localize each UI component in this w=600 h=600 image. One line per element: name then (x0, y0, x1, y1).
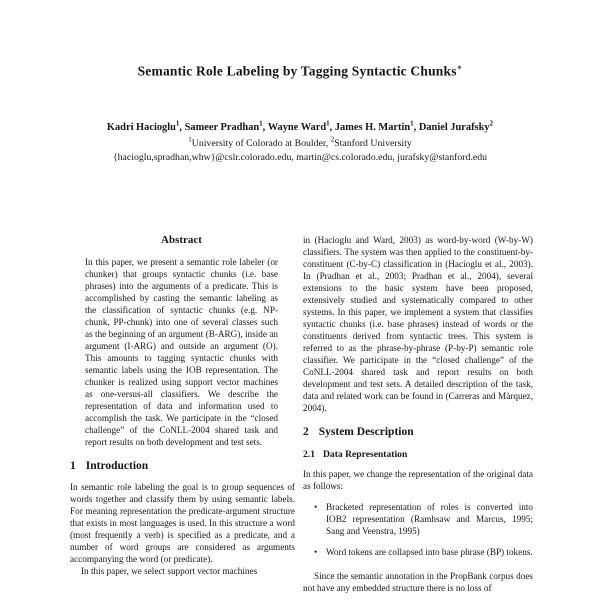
author: Kadri Hacioglu$^1$, (106, 119, 185, 133)
right-column (303, 234, 533, 594)
author: Wayne Ward$^1$, (267, 119, 335, 133)
author: Sameer Pradhan$^1$, (184, 119, 268, 133)
bullet-icon: • (314, 547, 318, 558)
section-heading-system-description: 2 System Description (303, 426, 414, 439)
author: Daniel Jurafsky$^2$ (418, 119, 494, 133)
intro-paragraph-truncated: In this paper, we select support vector machines (81, 566, 258, 577)
bullet-text: Word tokens are collapsed into base phrase (BP) tokens. (326, 547, 533, 558)
list-item (314, 546, 533, 558)
subsection-heading-data-representation: 2.1 Data Representation (303, 449, 408, 461)
email-line: {hacioglu,spradhan,whw}@cslr.colorado.edu, martin@cs.colorado.edu, jurafsky@stanford.edu (112, 152, 488, 164)
bullet-text: Bracketed representation of roles is converted into IOB2 representation (Ramhsaw and Marcus, 1995; Sang and Veenstra, 1995) (326, 502, 533, 537)
title-footnote-mark: ∗ (456, 63, 463, 72)
affiliation-line (0, 136, 600, 149)
section-heading-introduction: 1 Introduction (70, 460, 149, 473)
paper-title (0, 0, 600, 80)
authors-line (0, 120, 600, 133)
left-column (70, 234, 295, 594)
affiliation: $^2$Stanford University (330, 135, 412, 150)
list-item (314, 501, 533, 537)
author: James H. Martin$^1$, (334, 119, 419, 133)
continuation-paragraph: in (Hacioglu and Ward, 2003) as word-by-word (W-by-W) classifiers. The system was then applied to the constituent-by-constituent (C-by-C) classification in (Hacioglu et al., 2003). In (Pradhan et al., 2003; Pradhan et al., 2004), several extensions to the basic system have been proposed, extensively studied and systematically compared to other systems. In this paper, we implement a system that classifies syntactic chunks (i.e. base phrases) instead of words or the constituents derived from syntactic trees. This system is referred to as the phrase-by-phrase (P-by-P) semantic role classifier. We participate in the “closed challenge” of the CoNLL-2004 shared task and report results on both development and test sets. A detailed description of the task, data and related work can be found in (Carreras and Màrquez, 2004). (303, 235, 533, 414)
abstract-section (85, 234, 278, 448)
abstract-body: In this paper, we present a semantic role labeler (or chunker) that groups syntactic chunks (i.e. base phrases) into the arguments of a predicate. This is accomplished by casting the semantic labeling as the classification of syntactic chunks (e.g. NP-chunk, PP-chunk) into one of several classes such as the beginning of an argument (B-ARG), inside an argument (I-ARG) and outside an argument (O). This amounts to tagging syntactic chunks with semantic labels using the IOB representation. The chunker is realized using support vector machines as one-versus-all classifiers. We describe the representation of data and information used to accomplish the task. We participate in the “closed challenge” of the CoNLL-2004 shared task and report results on both development and test sets. (85, 257, 278, 448)
intro-paragraph: In semantic role labeling the goal is to group sequences of words together and classify them by using semantic labels. For meaning representation the predicate-argument structure that exists in most languages is used. In this structure a word (most frequently a verb) is specified as a predicate, and a number of word groups are considered as arguments accompanying the word (or predicate). (70, 482, 295, 565)
abstract-heading: Abstract (161, 234, 202, 247)
affiliation: $^1$University of Colorado at Boulder, (188, 135, 331, 150)
two-column-body (70, 234, 600, 594)
bullet-icon: • (314, 502, 318, 513)
closing-paragraph-truncated: Since the semantic annotation in the PropBank corpus does not have any embedded structure there is no loss of (303, 571, 533, 594)
data-representation-lead: In this paper, we change the representation of the original data as follows: (303, 469, 533, 492)
paper-title-text: Semantic Role Labeling by Tagging Syntactic Chunks (137, 63, 457, 79)
